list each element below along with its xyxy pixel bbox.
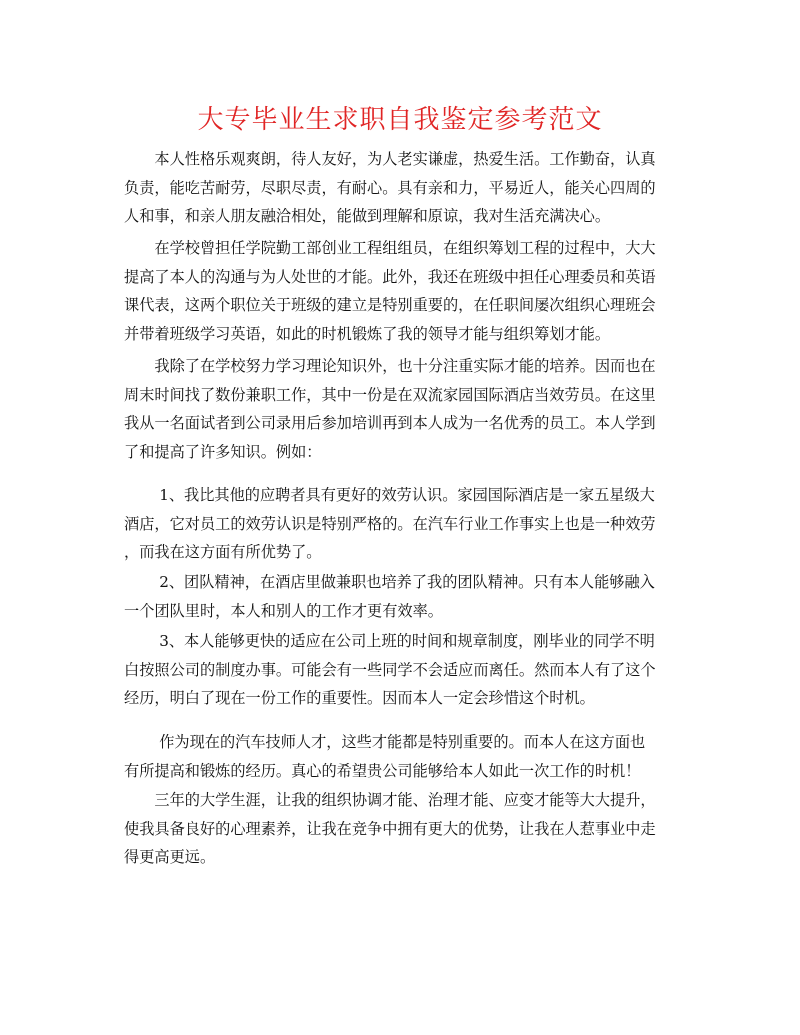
paragraph-4 (124, 481, 680, 567)
paragraph-line: 周末时间找了数份兼职工作，其中一份是在双流家园国际酒店当效劳员。在这里 (124, 385, 656, 404)
paragraph-line: 人和事，和亲人朋友融洽相处，能做到理解和原谅，我对生活充满决心。 (124, 207, 610, 226)
paragraph-line: 课代表，这两个职位关于班级的建立是特别重要的，在任职间屡次组织心理班会 (124, 296, 656, 315)
paragraph-line: 3、本人能够更快的适应在公司上班的时间和规章制度，刚毕业的同学不明 (124, 632, 655, 650)
paragraph-line: 1、我比其他的应聘者具有更好的效劳认识。家园国际酒店是一家五星级大 (124, 486, 655, 504)
paragraph-line: 在学校曾担任学院勤工部创业工程组组员，在组织筹划工程的过程中，大大 (124, 239, 656, 257)
paragraph-line: 我除了在学校努力学习理论知识外，也十分注重实际才能的培养。因而也在 (124, 357, 656, 375)
paragraph-line: 负责，能吃苦耐劳，尽职尽责，有耐心。具有亲和力，平易近人，能关心四周的 (124, 178, 656, 197)
paragraph-line: 经历，明白了现在一份工作的重要性。因而本人一定会珍惜这个时机。 (124, 689, 595, 708)
paragraph-line: 酒店，它对员工的效劳认识是特别严格的。在汽车行业工作事实上也是一种效劳 (124, 514, 656, 533)
paragraph-line: ，而我在这方面有所优势了。 (124, 543, 322, 562)
paragraph-8 (124, 786, 680, 872)
paragraph-line: 白按照公司的制度办事。可能会有一些同学不会适应而离任。然而本人有了这个 (124, 660, 656, 679)
paragraph-5 (124, 568, 680, 625)
paragraph-line: 提高了本人的沟通与为人处世的才能。此外，我还在班级中担任心理委员和英语 (124, 267, 656, 286)
document-title: 大专毕业生求职自我鉴定参考范文 (197, 105, 603, 135)
paragraph-line: 我从一名面试者到公司录用后参加培训再到本人成为一名优秀的员工。本人学到 (124, 414, 656, 433)
paragraph-line: 了和提高了许多知识。例如： (124, 442, 322, 461)
paragraph-7 (124, 728, 680, 785)
paragraph-line: 一个团队里时，本人和别人的工作才更有效率。 (124, 601, 443, 620)
paragraph-line: 使我具备良好的心理素养，让我在竞争中拥有更大的优势，让我在人惹事业中走 (124, 819, 656, 838)
paragraph-line: 作为现在的汽车技师人才，这些才能都是特别重要的。而本人在这方面也 (124, 733, 646, 751)
paragraph-line: 2、团队精神，在酒店里做兼职也培养了我的团队精神。只有本人能够融入 (124, 573, 655, 591)
paragraph-line: 得更高更远。 (124, 848, 216, 867)
paragraph-line: 并带着班级学习英语，如此的时机锻炼了我的领导才能与组织筹划才能。 (124, 324, 610, 343)
paragraph-6 (124, 627, 680, 713)
paragraph-3 (124, 352, 680, 466)
paragraph-2 (124, 234, 680, 348)
paragraph-line: 本人性格乐观爽朗，待人友好，为人老实谦虚，热爱生活。工作勤奋，认真 (124, 150, 656, 168)
paragraph-line: 有所提高和锻炼的经历。真心的希望贵公司能够给本人如此一次工作的时机！ (124, 761, 641, 780)
paragraph-line: 三年的大学生涯，让我的组织协调才能、治理才能、应变才能等大大提升， (124, 791, 656, 809)
paragraph-1 (124, 145, 680, 231)
